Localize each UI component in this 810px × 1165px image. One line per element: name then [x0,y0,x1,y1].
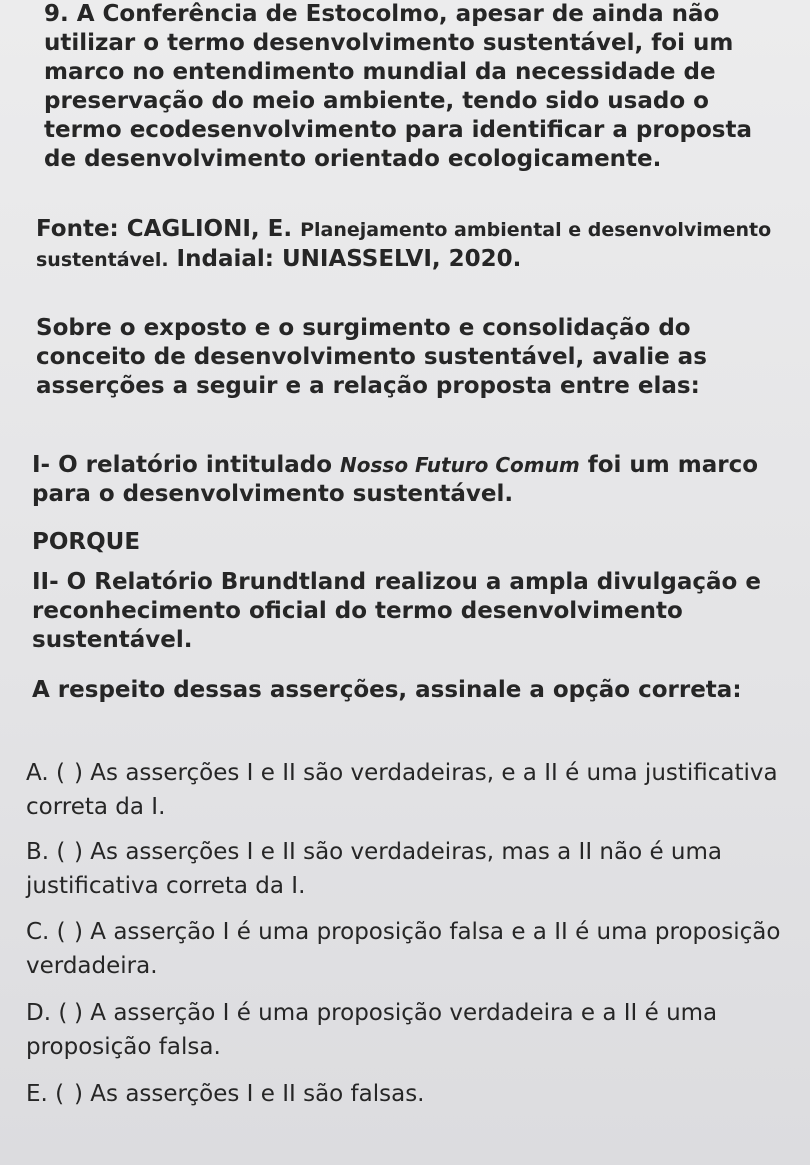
option-d-close: ) [74,1000,83,1026]
option-a-text: As asserções I e II são verdadeiras, e a II é uma justificativa correta da I. [26,760,778,820]
question-statement: 9. A Conferência de Estocolmo, apesar de ainda não utilizar o termo desenvolvimento sustentável, foi um marco no entendimento mundial da necessidade de preservação do meio ambiente, tendo sido usado o termo ecodesenvolvimento para identificar a proposta de desenvolvimento orientado ecologicamente. [44,1,752,172]
connector-porque: PORQUE [32,529,141,555]
assertion-two: II- O Relatório Brundtland realizou a ampla divulgação e reconhecimento oficial do termo desenvolvimento sustentável. [32,569,761,653]
assertion-one-after: foi um marco para o desenvolvimento sustentável. [32,452,759,507]
option-d-text: A asserção I é uma proposição verdadeira e a II é uma proposição falsa. [26,1000,718,1060]
answer-instruction: A respeito dessas asserções, assinale a opção correta: [32,677,742,703]
option-e-close: ) [74,1081,83,1107]
option-b-close: ) [74,839,83,865]
option-b[interactable] [26,835,796,903]
option-a[interactable] [26,756,796,824]
option-b-marker: B. ( [26,839,66,865]
option-e-text: As asserções I e II são falsas. [90,1081,425,1107]
assertion-one-title: Nosso Futuro Comum [340,453,580,477]
option-a-marker: A. ( [26,760,65,786]
option-e-marker: E. ( [26,1081,65,1107]
option-b-text: As asserções I e II são verdadeiras, mas a II não é uma justificativa correta da I. [26,839,723,899]
option-d-marker: D. ( [26,1000,68,1026]
source-citation [36,215,776,275]
option-c-text: A asserção I é uma proposição falsa e a II é uma proposição verdadeira. [26,919,781,979]
source-suffix: Indaial: UNIASSELVI, 2020. [168,246,522,272]
question-stem: Sobre o exposto e o surgimento e consolidação do conceito de desenvolvimento sustentável, avalie as asserções a seguir e a relação proposta entre elas: [36,315,707,399]
option-c-close: ) [74,919,83,945]
option-c[interactable] [26,915,796,983]
assertion-one-before: I- O relatório intitulado [32,452,341,478]
source-title: Planejamento ambiental e desenvolvimento sustentável. [36,219,772,271]
option-c-marker: C. ( [26,919,66,945]
assertion-one [32,451,792,509]
option-a-close: ) [74,760,83,786]
source-prefix: Fonte: CAGLIONI, E. [36,216,301,242]
option-e[interactable] [26,1077,796,1111]
option-d[interactable] [26,996,796,1064]
